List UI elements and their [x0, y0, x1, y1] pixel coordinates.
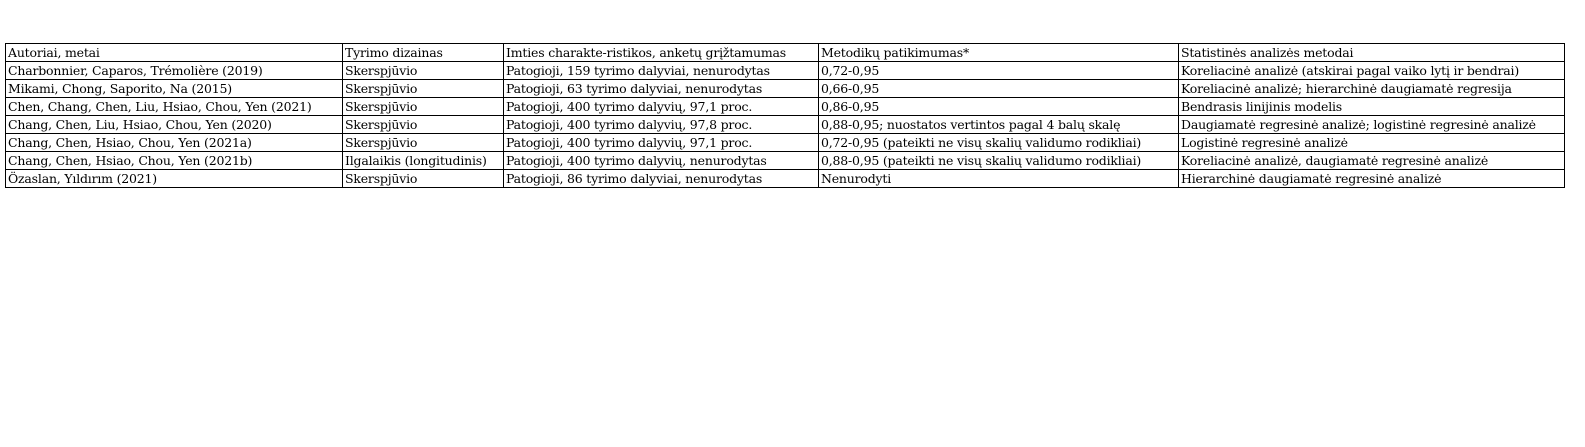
column-header-design: Tyrimo dizainas [343, 44, 504, 62]
cell-statistics: Hierarchinė daugiamatė regresinė analizė [1179, 170, 1565, 188]
cell-sample: Patogioji, 86 tyrimo dalyviai, nenurodytas [504, 170, 819, 188]
cell-design: Skerspjūvio [343, 62, 504, 80]
cell-statistics: Bendrasis linijinis modelis [1179, 98, 1565, 116]
cell-sample: Patogioji, 400 tyrimo dalyvių, 97,8 proc. [504, 116, 819, 134]
cell-design: Skerspjūvio [343, 98, 504, 116]
cell-reliability: 0,88-0,95; nuostatos vertintos pagal 4 balų skalę [819, 116, 1179, 134]
cell-design: Skerspjūvio [343, 116, 504, 134]
cell-design: Ilgalaikis (longitudinis) [343, 152, 504, 170]
table-header-row [6, 44, 1565, 62]
cell-reliability: 0,72-0,95 [819, 62, 1179, 80]
cell-statistics: Daugiamatė regresinė analizė; logistinė regresinė analizė [1179, 116, 1565, 134]
table-row [6, 98, 1565, 116]
column-header-authors: Autoriai, metai [6, 44, 343, 62]
cell-design: Skerspjūvio [343, 80, 504, 98]
cell-sample: Patogioji, 400 tyrimo dalyvių, 97,1 proc. [504, 98, 819, 116]
cell-design: Skerspjūvio [343, 170, 504, 188]
column-header-reliability: Metodikų patikimumas* [819, 44, 1179, 62]
cell-design: Skerspjūvio [343, 134, 504, 152]
cell-authors: Chang, Chen, Liu, Hsiao, Chou, Yen (2020) [6, 116, 343, 134]
table-row [6, 170, 1565, 188]
cell-sample: Patogioji, 400 tyrimo dalyvių, nenurodytas [504, 152, 819, 170]
cell-authors: Charbonnier, Caparos, Trémolière (2019) [6, 62, 343, 80]
studies-table [5, 43, 1565, 188]
cell-authors: Chang, Chen, Hsiao, Chou, Yen (2021b) [6, 152, 343, 170]
table-row [6, 152, 1565, 170]
cell-reliability: 0,72-0,95 (pateikti ne visų skalių validumo rodikliai) [819, 134, 1179, 152]
cell-statistics: Koreliacinė analizė, daugiamatė regresinė analizė [1179, 152, 1565, 170]
column-header-sample: Imties charakte-ristikos, anketų grįžtamumas [504, 44, 819, 62]
cell-authors: Chang, Chen, Hsiao, Chou, Yen (2021a) [6, 134, 343, 152]
table-row [6, 80, 1565, 98]
cell-authors: Mikami, Chong, Saporito, Na (2015) [6, 80, 343, 98]
cell-statistics: Logistinė regresinė analizė [1179, 134, 1565, 152]
column-header-statistics: Statistinės analizės metodai [1179, 44, 1565, 62]
cell-authors: Chen, Chang, Chen, Liu, Hsiao, Chou, Yen (2021) [6, 98, 343, 116]
cell-statistics: Koreliacinė analizė (atskirai pagal vaiko lytį ir bendrai) [1179, 62, 1565, 80]
table-row [6, 62, 1565, 80]
cell-sample: Patogioji, 400 tyrimo dalyvių, 97,1 proc. [504, 134, 819, 152]
table-row [6, 116, 1565, 134]
cell-reliability: 0,66-0,95 [819, 80, 1179, 98]
table-row [6, 134, 1565, 152]
cell-reliability: 0,88-0,95 (pateikti ne visų skalių validumo rodikliai) [819, 152, 1179, 170]
cell-authors: Özaslan, Yıldırım (2021) [6, 170, 343, 188]
cell-reliability: Nenurodyti [819, 170, 1179, 188]
cell-sample: Patogioji, 63 tyrimo dalyviai, nenurodytas [504, 80, 819, 98]
cell-statistics: Koreliacinė analizė; hierarchinė daugiamatė regresija [1179, 80, 1565, 98]
cell-reliability: 0,86-0,95 [819, 98, 1179, 116]
cell-sample: Patogioji, 159 tyrimo dalyviai, nenurodytas [504, 62, 819, 80]
